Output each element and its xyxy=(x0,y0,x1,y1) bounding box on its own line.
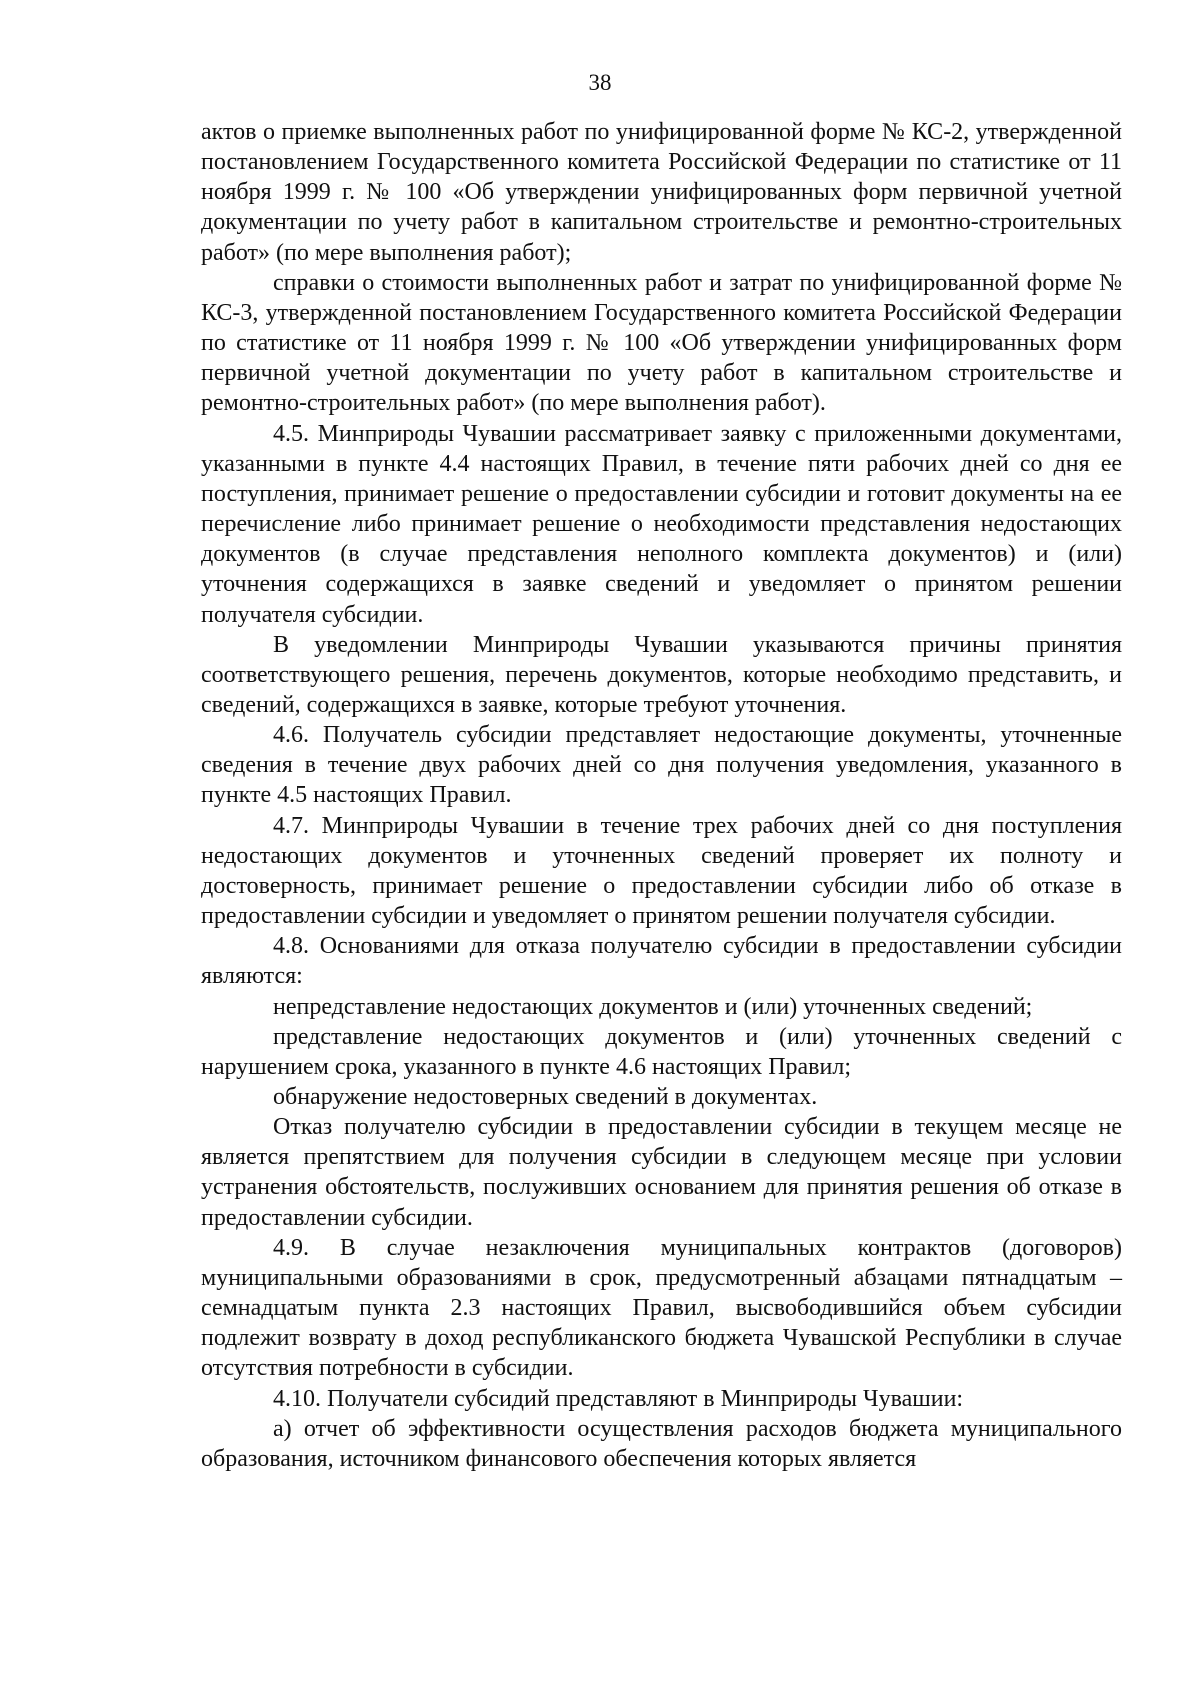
paragraph-refusal-ground-3: обнаружение недостоверных сведений в документах. xyxy=(273,1084,818,1110)
page-number: 38 xyxy=(588,70,612,95)
paragraph-4-10: 4.10. Получатели субсидий представляют в Минприроды Чувашии: xyxy=(273,1385,964,1412)
paragraph-4-7: 4.7. Минприроды Чувашии в течение трех рабочих дней со дня поступления недостающих документов и уточненных сведений проверяет их полноту и достоверность, принимает решение о предоставлении субсидии либо об отказе в предоставлении субсидии и уведомляет о принятом решении получателя субсидии. xyxy=(201,812,1122,930)
paragraph-refusal-ground-1: непредставление недостающих документов и (или) уточненных сведений; xyxy=(273,993,1033,1020)
paragraph-4-9: 4.9. В случае незаключения муниципальных контрактов (договоров) муниципальными образованиями в срок, предусмотренный абзацами пятнадцатым – семнадцатым пункта 2.3 настоящих Правил, высвободившийся объем субсидии подлежит возврату в доход республиканского бюджета Чувашской Республики в случае отсутствия потребности в субсидии. xyxy=(201,1234,1122,1382)
paragraph-notification: В уведомлении Минприроды Чувашии указываются причины принятия соответствующего решения, перечень документов, которые необходимо представить, и сведений, содержащихся в заявке, которые требуют уточнения. xyxy=(201,631,1122,718)
paragraph-4-8: 4.8. Основаниями для отказа получателю субсидии в предоставлении субсидии являются: xyxy=(201,933,1122,990)
paragraph-refusal-ground-2: представление недостающих документов и (или) уточненных сведений с нарушением срока, указанного в пункте 4.6 настоящих Правил; xyxy=(201,1023,1122,1080)
document-body xyxy=(201,117,1122,1474)
paragraph-ks3-certificates: справки о стоимости выполненных работ и затрат по унифицированной форме № КС-3, утвержденной постановлением Государственного комитета Российской Федерации по статистике от 11 ноября 1999 г. № 100 «Об утверждении унифицированных форм первичной учетной документации по учету работ в капитальном строительстве и ремонтно-строительных работ» (по мере выполнения работ). xyxy=(201,269,1122,417)
paragraph-4-10-a: а) отчет об эффективности осуществления расходов бюджета муниципального образования, источником финансового обеспечения которых является xyxy=(201,1415,1122,1472)
paragraph-4-5: 4.5. Минприроды Чувашии рассматривает заявку с приложенными документами, указанными в пункте 4.4 настоящих Правил, в течение пяти рабочих дней со дня ее поступления, принимает решение о предоставлении субсидии и готовит документы на ее перечисление либо принимает решение о необходимости представления недостающих документов (в случае представления неполного комплекта документов) и (или) уточнения содержащихся в заявке сведений и уведомляет о принятом решении получателя субсидии. xyxy=(201,420,1122,628)
paragraph-ks2-acts: актов о приемке выполненных работ по унифицированной форме № КС-2, утвержденной постановлением Государственного комитета Российской Федерации по статистике от 11 ноября 1999 г. № 100 «Об утверждении унифицированных форм первичной учетной документации по учету работ в капитальном строительстве и ремонтно-строительных работ» (по мере выполнения работ); xyxy=(201,119,1122,266)
paragraph-4-6: 4.6. Получатель субсидии представляет недостающие документы, уточненные сведения в течение двух рабочих дней со дня получения уведомления, указанного в пункте 4.5 настоящих Правил. xyxy=(201,722,1122,809)
paragraph-refusal-note: Отказ получателю субсидии в предоставлении субсидии в текущем месяце не является препятствием для получения субсидии в следующем месяце при условии устранения обстоятельств, послуживших основанием для принятия решения об отказе в предоставлении субсидии. xyxy=(201,1114,1122,1231)
